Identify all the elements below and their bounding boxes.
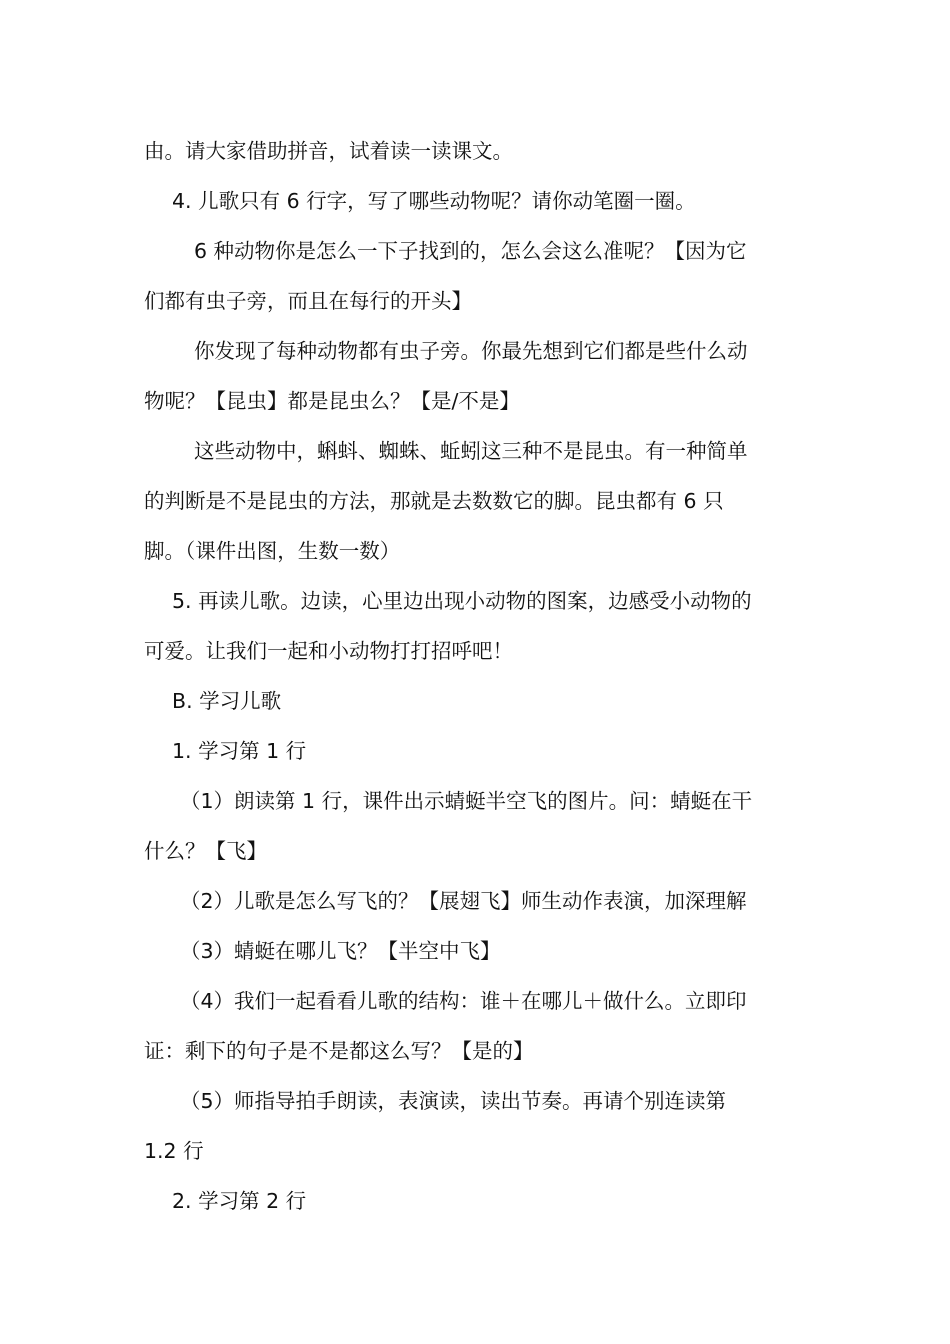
paragraph-line: 物呢？【昆虫】都是昆虫么？【是/不是】 <box>144 389 520 413</box>
paragraph-line: 脚。（课件出图，生数一数） <box>144 539 401 563</box>
paragraph-line: 们都有虫子旁，而且在每行的开头】 <box>144 289 472 313</box>
paragraph-line: 1.2 行 <box>144 1139 204 1163</box>
document-body <box>144 126 806 1226</box>
text-line: 由。请大家借助拼音，试着读一读课文。 <box>144 139 513 163</box>
section-heading-b: B. 学习儿歌 <box>172 689 282 713</box>
sub-item-2: （2）儿歌是怎么写飞的？【展翅飞】师生动作表演，加深理解 <box>180 889 747 913</box>
sub-item-1: （1）朗读第 1 行，课件出示蜻蜓半空飞的图片。问：蜻蜓在干 <box>180 789 753 813</box>
sub-item-4: （4）我们一起看看儿歌的结构：谁＋在哪儿＋做什么。立即印 <box>180 989 747 1013</box>
paragraph-line: 这些动物中，蝌蚪、蜘蛛、蚯蚓这三种不是昆虫。有一种简单 <box>194 439 748 463</box>
list-item-2: 2. 学习第 2 行 <box>172 1189 307 1213</box>
paragraph-line: 你发现了每种动物都有虫子旁。你最先想到它们都是些什么动 <box>194 339 748 363</box>
paragraph-line: 什么？【飞】 <box>144 839 267 863</box>
paragraph-line: 的判断是不是昆虫的方法，那就是去数数它的脚。昆虫都有 6 只 <box>144 489 724 513</box>
list-item-1: 1. 学习第 1 行 <box>172 739 307 763</box>
paragraph-line: 6 种动物你是怎么一下子找到的，怎么会这么准呢？【因为它 <box>194 239 747 263</box>
paragraph-line: 证：剩下的句子是不是都这么写？【是的】 <box>144 1039 534 1063</box>
list-item-5: 5. 再读儿歌。边读，心里边出现小动物的图案，边感受小动物的 <box>172 589 752 613</box>
sub-item-3: （3）蜻蜓在哪儿飞？【半空中飞】 <box>180 939 501 963</box>
paragraph-line: 可爱。让我们一起和小动物打打招呼吧！ <box>144 639 513 663</box>
list-item-4: 4. 儿歌只有 6 行字，写了哪些动物呢？请你动笔圈一圈。 <box>172 189 696 213</box>
sub-item-5: （5）师指导拍手朗读，表演读，读出节奏。再请个别连读第 <box>180 1089 727 1113</box>
